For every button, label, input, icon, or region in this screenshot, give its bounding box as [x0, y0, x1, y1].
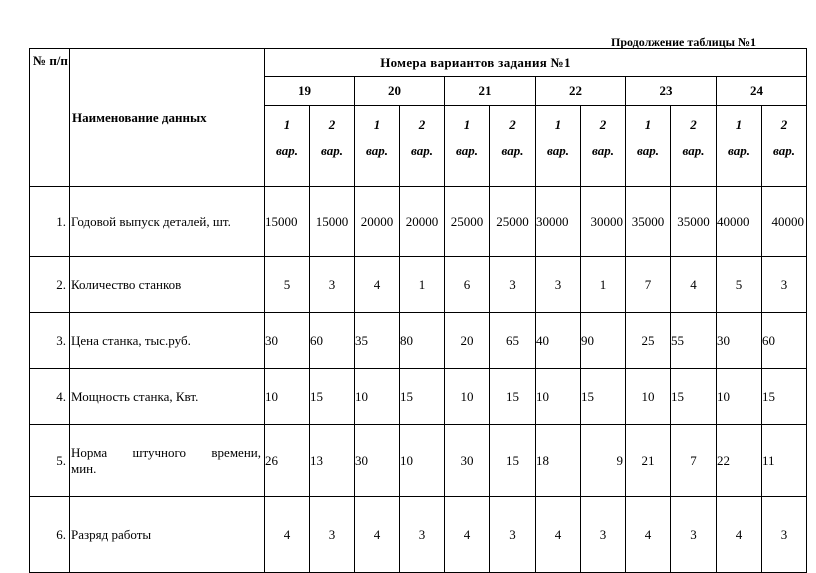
row-label: Цена станка, тыс.руб.: [70, 313, 265, 369]
variants-table: [29, 48, 807, 573]
table-cell: 9: [581, 425, 626, 497]
table-cell: 35: [355, 313, 400, 369]
table-cell: 40000: [762, 187, 807, 257]
header-sub-variant: 2 вар.: [762, 106, 807, 187]
table-cell: 3: [536, 257, 581, 313]
table-cell: 15000: [310, 187, 355, 257]
table-cell: 3: [581, 497, 626, 573]
table-cell: 3: [400, 497, 445, 573]
table-cell: 6: [445, 257, 490, 313]
table-cell: 25000: [490, 187, 536, 257]
table-caption: Продолжение таблицы №1: [611, 35, 757, 49]
header-variants-group: Номера вариантов задания №1: [265, 49, 807, 77]
table-cell: 10: [265, 369, 310, 425]
row-number: 2.: [30, 257, 70, 313]
header-variant-19: 19: [265, 77, 355, 106]
header-variant-22: 22: [536, 77, 626, 106]
table-cell: 30000: [536, 187, 581, 257]
table-cell: 4: [355, 497, 400, 573]
table-cell: 3: [490, 497, 536, 573]
header-sub-variant: 2 вар.: [490, 106, 536, 187]
table-cell: 30: [717, 313, 762, 369]
table-cell: 11: [762, 425, 807, 497]
row-label: Мощность станка, Квт.: [70, 369, 265, 425]
table-cell: 15: [581, 369, 626, 425]
table-cell: 15: [671, 369, 717, 425]
table-cell: 10: [626, 369, 671, 425]
header-sub-variant: 1 вар.: [265, 106, 310, 187]
row-number: 5.: [30, 425, 70, 497]
table-cell: 10: [400, 425, 445, 497]
table-cell: 22: [717, 425, 762, 497]
table-cell: 40000: [717, 187, 762, 257]
header-sub-variant: 1 вар.: [626, 106, 671, 187]
table-cell: 30: [355, 425, 400, 497]
table-cell: 7: [671, 425, 717, 497]
table-cell: 4: [717, 497, 762, 573]
header-sub-variant: 2 вар.: [581, 106, 626, 187]
row-number: 4.: [30, 369, 70, 425]
header-variant-24: 24: [717, 77, 807, 106]
table-cell: 10: [717, 369, 762, 425]
table-cell: 3: [310, 257, 355, 313]
table-cell: 1: [400, 257, 445, 313]
table-cell: 35000: [671, 187, 717, 257]
table-cell: 10: [536, 369, 581, 425]
table-cell: 4: [445, 497, 490, 573]
table-cell: 15: [490, 425, 536, 497]
table-cell: 10: [355, 369, 400, 425]
table-cell: 21: [626, 425, 671, 497]
table-cell: 4: [355, 257, 400, 313]
table-cell: 30000: [581, 187, 626, 257]
header-data-name: Наименование данных: [70, 49, 265, 187]
table-cell: 15000: [265, 187, 310, 257]
table-cell: 15: [310, 369, 355, 425]
header-sub-variant: 2 вар.: [671, 106, 717, 187]
header-sub-variant: 2 вар.: [310, 106, 355, 187]
table-cell: 10: [445, 369, 490, 425]
table-cell: 35000: [626, 187, 671, 257]
table-cell: 20: [445, 313, 490, 369]
header-sub-variant: 2 вар.: [400, 106, 445, 187]
row-label: Разряд работы: [70, 497, 265, 573]
table-cell: 60: [310, 313, 355, 369]
table-cell: 80: [400, 313, 445, 369]
row-number: 3.: [30, 313, 70, 369]
table-cell: 4: [626, 497, 671, 573]
table-cell: 26: [265, 425, 310, 497]
table-cell: 15: [490, 369, 536, 425]
table-cell: 1: [581, 257, 626, 313]
table-cell: 15: [400, 369, 445, 425]
table-cell: 4: [265, 497, 310, 573]
table-cell: 55: [671, 313, 717, 369]
table-cell: 25: [626, 313, 671, 369]
table-cell: 3: [490, 257, 536, 313]
table-cell: 30: [265, 313, 310, 369]
table-cell: 90: [581, 313, 626, 369]
row-label: Количество станков: [70, 257, 265, 313]
header-variant-21: 21: [445, 77, 536, 106]
table-cell: 18: [536, 425, 581, 497]
table-cell: 65: [490, 313, 536, 369]
row-number: 6.: [30, 497, 70, 573]
table-cell: 13: [310, 425, 355, 497]
table-cell: 30: [445, 425, 490, 497]
table-cell: 3: [671, 497, 717, 573]
row-label: Норма штучного времени, мин.: [70, 425, 265, 497]
table-cell: 20000: [355, 187, 400, 257]
table-cell: 5: [717, 257, 762, 313]
table-cell: 3: [762, 497, 807, 573]
row-label: Годовой выпуск деталей, шт.: [70, 187, 265, 257]
table-cell: 15: [762, 369, 807, 425]
header-sub-variant: 1 вар.: [717, 106, 762, 187]
header-variant-20: 20: [355, 77, 445, 106]
header-variant-23: 23: [626, 77, 717, 106]
row-number: 1.: [30, 187, 70, 257]
table-cell: 3: [762, 257, 807, 313]
table-cell: 40: [536, 313, 581, 369]
table-cell: 3: [310, 497, 355, 573]
table-cell: 4: [671, 257, 717, 313]
table-cell: 60: [762, 313, 807, 369]
table-cell: 4: [536, 497, 581, 573]
table-cell: 25000: [445, 187, 490, 257]
table-cell: 20000: [400, 187, 445, 257]
header-sub-variant: 1 вар.: [355, 106, 400, 187]
header-number: № п/п: [30, 49, 70, 187]
header-sub-variant: 1 вар.: [536, 106, 581, 187]
table-cell: 7: [626, 257, 671, 313]
header-sub-variant: 1 вар.: [445, 106, 490, 187]
table-cell: 5: [265, 257, 310, 313]
